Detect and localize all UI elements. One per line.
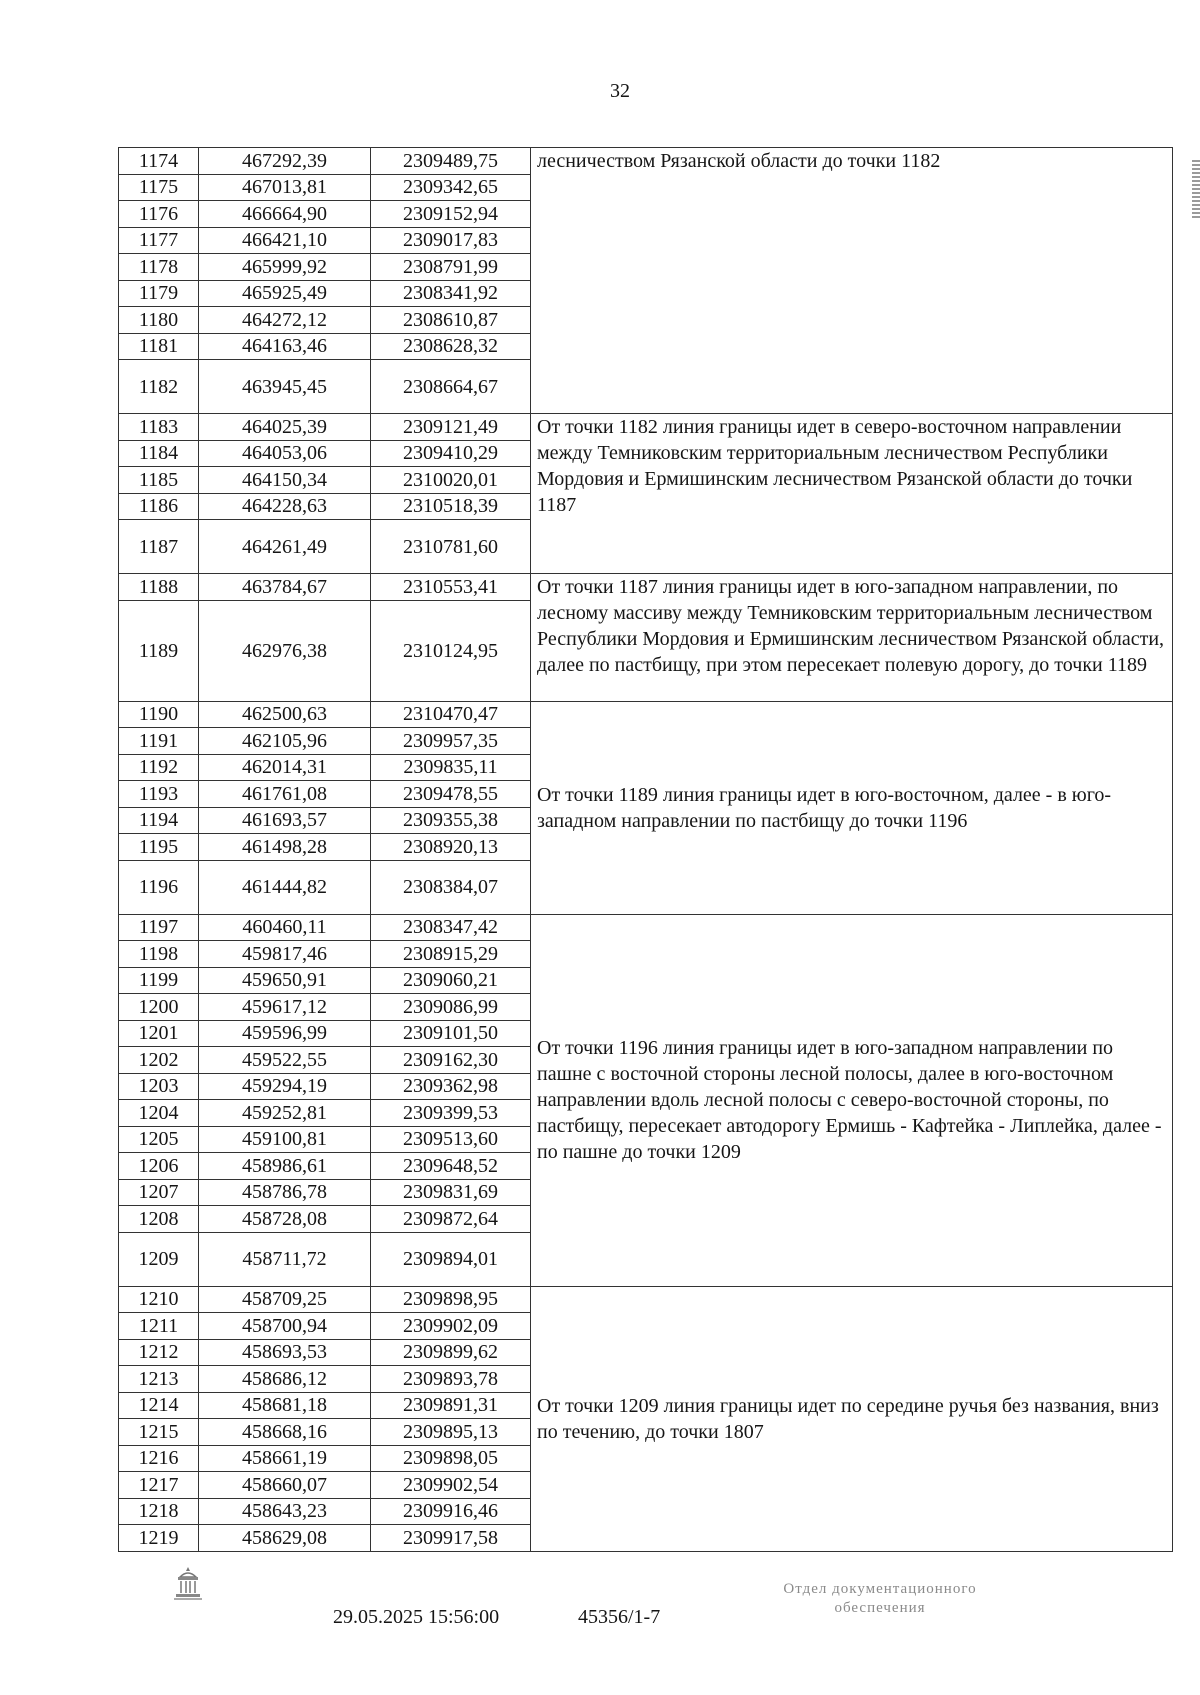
x-coordinate-cell: 459596,99: [199, 1020, 371, 1047]
x-coordinate-cell: 458686,12: [199, 1366, 371, 1393]
y-coordinate-cell: 2309902,54: [371, 1472, 531, 1499]
footer-datetime: 29.05.2025 15:56:00: [333, 1606, 500, 1628]
y-coordinate-cell: 2309902,09: [371, 1313, 531, 1340]
scan-artifact: [1192, 160, 1200, 218]
coordinates-table: [118, 147, 1173, 1552]
y-coordinate-cell: 2309891,31: [371, 1392, 531, 1419]
point-number-cell: 1191: [119, 728, 199, 755]
point-number-cell: 1203: [119, 1073, 199, 1100]
y-coordinate-cell: 2308384,07: [371, 860, 531, 914]
x-coordinate-cell: 462500,63: [199, 701, 371, 728]
x-coordinate-cell: 462976,38: [199, 600, 371, 701]
y-coordinate-cell: 2308610,87: [371, 307, 531, 334]
y-coordinate-cell: 2309872,64: [371, 1206, 531, 1233]
y-coordinate-cell: 2309086,99: [371, 994, 531, 1021]
y-coordinate-cell: 2309895,13: [371, 1419, 531, 1446]
boundary-description-cell: От точки 1187 линия границы идет в юго-западном направлении, по лесному массиву между Темниковским территориальным лесничеством Республики Мордовия и Ермишинским лесничеством Рязанской области, далее по пастбищу, при этом пересекает полевую дорогу, до точки 1189: [531, 574, 1173, 702]
y-coordinate-cell: 2309894,01: [371, 1232, 531, 1286]
x-coordinate-cell: 462014,31: [199, 754, 371, 781]
y-coordinate-cell: 2308628,32: [371, 333, 531, 360]
x-coordinate-cell: 458711,72: [199, 1232, 371, 1286]
x-coordinate-cell: 459617,12: [199, 994, 371, 1021]
y-coordinate-cell: 2308664,67: [371, 360, 531, 414]
footer-department-line2: обеспечения: [834, 1600, 926, 1616]
page-number: 32: [610, 80, 630, 102]
x-coordinate-cell: 459294,19: [199, 1073, 371, 1100]
coordinates-table-body: [119, 148, 1173, 1552]
y-coordinate-cell: 2310124,95: [371, 600, 531, 701]
y-coordinate-cell: 2309121,49: [371, 414, 531, 441]
x-coordinate-cell: 467013,81: [199, 174, 371, 201]
point-number-cell: 1208: [119, 1206, 199, 1233]
point-number-cell: 1192: [119, 754, 199, 781]
x-coordinate-cell: 458681,18: [199, 1392, 371, 1419]
boundary-description-cell: От точки 1209 линия границы идет по середине ручья без названия, вниз по течению, до точки 1807: [531, 1286, 1173, 1551]
point-number-cell: 1177: [119, 227, 199, 254]
table-row: [119, 701, 1173, 728]
x-coordinate-cell: 458986,61: [199, 1153, 371, 1180]
x-coordinate-cell: 459522,55: [199, 1047, 371, 1074]
point-number-cell: 1204: [119, 1100, 199, 1127]
y-coordinate-cell: 2309355,38: [371, 807, 531, 834]
boundary-description-cell: лесничеством Рязанской области до точки 1182: [531, 148, 1173, 414]
x-coordinate-cell: 461444,82: [199, 860, 371, 914]
point-number-cell: 1215: [119, 1419, 199, 1446]
x-coordinate-cell: 458661,19: [199, 1445, 371, 1472]
x-coordinate-cell: 466664,90: [199, 201, 371, 228]
x-coordinate-cell: 464228,63: [199, 493, 371, 520]
footer-doc-number: 45356/1-7: [578, 1606, 661, 1628]
x-coordinate-cell: 459100,81: [199, 1126, 371, 1153]
y-coordinate-cell: 2310518,39: [371, 493, 531, 520]
y-coordinate-cell: 2310781,60: [371, 520, 531, 574]
x-coordinate-cell: 458700,94: [199, 1313, 371, 1340]
point-number-cell: 1186: [119, 493, 199, 520]
point-number-cell: 1202: [119, 1047, 199, 1074]
point-number-cell: 1184: [119, 440, 199, 467]
x-coordinate-cell: 465925,49: [199, 280, 371, 307]
point-number-cell: 1188: [119, 574, 199, 601]
x-coordinate-cell: 465999,92: [199, 254, 371, 281]
x-coordinate-cell: 464261,49: [199, 520, 371, 574]
point-number-cell: 1213: [119, 1366, 199, 1393]
x-coordinate-cell: 459817,46: [199, 941, 371, 968]
x-coordinate-cell: 458643,23: [199, 1498, 371, 1525]
y-coordinate-cell: 2309831,69: [371, 1179, 531, 1206]
point-number-cell: 1189: [119, 600, 199, 701]
point-number-cell: 1210: [119, 1286, 199, 1313]
point-number-cell: 1193: [119, 781, 199, 808]
x-coordinate-cell: 463945,45: [199, 360, 371, 414]
y-coordinate-cell: 2309957,35: [371, 728, 531, 755]
x-coordinate-cell: 461761,08: [199, 781, 371, 808]
x-coordinate-cell: 458709,25: [199, 1286, 371, 1313]
y-coordinate-cell: 2309101,50: [371, 1020, 531, 1047]
point-number-cell: 1178: [119, 254, 199, 281]
point-number-cell: 1190: [119, 701, 199, 728]
point-number-cell: 1205: [119, 1126, 199, 1153]
x-coordinate-cell: 463784,67: [199, 574, 371, 601]
point-number-cell: 1201: [119, 1020, 199, 1047]
point-number-cell: 1182: [119, 360, 199, 414]
x-coordinate-cell: 459252,81: [199, 1100, 371, 1127]
y-coordinate-cell: 2309152,94: [371, 201, 531, 228]
x-coordinate-cell: 460460,11: [199, 914, 371, 941]
point-number-cell: 1200: [119, 994, 199, 1021]
x-coordinate-cell: 461498,28: [199, 834, 371, 861]
point-number-cell: 1194: [119, 807, 199, 834]
y-coordinate-cell: 2309513,60: [371, 1126, 531, 1153]
y-coordinate-cell: 2309399,53: [371, 1100, 531, 1127]
y-coordinate-cell: 2308347,42: [371, 914, 531, 941]
point-number-cell: 1185: [119, 467, 199, 494]
x-coordinate-cell: 466421,10: [199, 227, 371, 254]
point-number-cell: 1207: [119, 1179, 199, 1206]
x-coordinate-cell: 464163,46: [199, 333, 371, 360]
point-number-cell: 1214: [119, 1392, 199, 1419]
x-coordinate-cell: 464272,12: [199, 307, 371, 334]
footer-department-line1: Отдел документационного: [783, 1581, 977, 1597]
table-row: [119, 914, 1173, 941]
y-coordinate-cell: 2309017,83: [371, 227, 531, 254]
table-row: [119, 148, 1173, 175]
point-number-cell: 1181: [119, 333, 199, 360]
building-seal-icon: [168, 1563, 208, 1603]
x-coordinate-cell: 458660,07: [199, 1472, 371, 1499]
point-number-cell: 1183: [119, 414, 199, 441]
x-coordinate-cell: 458728,08: [199, 1206, 371, 1233]
point-number-cell: 1195: [119, 834, 199, 861]
table-row: [119, 574, 1173, 601]
point-number-cell: 1218: [119, 1498, 199, 1525]
y-coordinate-cell: 2309835,11: [371, 754, 531, 781]
boundary-description-cell: От точки 1196 линия границы идет в юго-западном направлении по пашне с восточной стороны лесной полосы, далее в юго-восточном направлении вдоль лесной полосы с северо-восточной стороны, по пастбищу, пересекает автодорогу Ермишь - Кафтейка - Липлейка, далее - по пашне до точки 1209: [531, 914, 1173, 1286]
point-number-cell: 1209: [119, 1232, 199, 1286]
y-coordinate-cell: 2309362,98: [371, 1073, 531, 1100]
x-coordinate-cell: 461693,57: [199, 807, 371, 834]
y-coordinate-cell: 2309899,62: [371, 1339, 531, 1366]
y-coordinate-cell: 2310020,01: [371, 467, 531, 494]
point-number-cell: 1176: [119, 201, 199, 228]
y-coordinate-cell: 2309898,05: [371, 1445, 531, 1472]
x-coordinate-cell: 458693,53: [199, 1339, 371, 1366]
x-coordinate-cell: 464150,34: [199, 467, 371, 494]
y-coordinate-cell: 2310470,47: [371, 701, 531, 728]
point-number-cell: 1196: [119, 860, 199, 914]
point-number-cell: 1217: [119, 1472, 199, 1499]
y-coordinate-cell: 2309162,30: [371, 1047, 531, 1074]
y-coordinate-cell: 2308791,99: [371, 254, 531, 281]
point-number-cell: 1175: [119, 174, 199, 201]
y-coordinate-cell: 2309898,95: [371, 1286, 531, 1313]
y-coordinate-cell: 2309917,58: [371, 1525, 531, 1552]
y-coordinate-cell: 2309342,65: [371, 174, 531, 201]
point-number-cell: 1216: [119, 1445, 199, 1472]
x-coordinate-cell: 464025,39: [199, 414, 371, 441]
y-coordinate-cell: 2309893,78: [371, 1366, 531, 1393]
y-coordinate-cell: 2309916,46: [371, 1498, 531, 1525]
footer-department: [730, 1580, 1030, 1618]
boundary-description-cell: От точки 1182 линия границы идет в северо-восточном направлении между Темниковским территориальным лесничеством Республики Мордовия и Ермишинским лесничеством Рязанской области до точки 1187: [531, 414, 1173, 574]
point-number-cell: 1199: [119, 967, 199, 994]
point-number-cell: 1206: [119, 1153, 199, 1180]
y-coordinate-cell: 2309489,75: [371, 148, 531, 175]
y-coordinate-cell: 2309648,52: [371, 1153, 531, 1180]
x-coordinate-cell: 462105,96: [199, 728, 371, 755]
x-coordinate-cell: 458786,78: [199, 1179, 371, 1206]
point-number-cell: 1212: [119, 1339, 199, 1366]
point-number-cell: 1197: [119, 914, 199, 941]
x-coordinate-cell: 464053,06: [199, 440, 371, 467]
y-coordinate-cell: 2308915,29: [371, 941, 531, 968]
x-coordinate-cell: 458629,08: [199, 1525, 371, 1552]
y-coordinate-cell: 2309410,29: [371, 440, 531, 467]
y-coordinate-cell: 2309478,55: [371, 781, 531, 808]
x-coordinate-cell: 458668,16: [199, 1419, 371, 1446]
y-coordinate-cell: 2309060,21: [371, 967, 531, 994]
point-number-cell: 1179: [119, 280, 199, 307]
point-number-cell: 1219: [119, 1525, 199, 1552]
table-row: [119, 414, 1173, 441]
y-coordinate-cell: 2308920,13: [371, 834, 531, 861]
point-number-cell: 1211: [119, 1313, 199, 1340]
x-coordinate-cell: 459650,91: [199, 967, 371, 994]
y-coordinate-cell: 2310553,41: [371, 574, 531, 601]
boundary-description-cell: От точки 1189 линия границы идет в юго-восточном, далее - в юго-западном направлении по пастбищу до точки 1196: [531, 701, 1173, 914]
point-number-cell: 1174: [119, 148, 199, 175]
point-number-cell: 1187: [119, 520, 199, 574]
y-coordinate-cell: 2308341,92: [371, 280, 531, 307]
table-row: [119, 1286, 1173, 1313]
x-coordinate-cell: 467292,39: [199, 148, 371, 175]
point-number-cell: 1180: [119, 307, 199, 334]
point-number-cell: 1198: [119, 941, 199, 968]
